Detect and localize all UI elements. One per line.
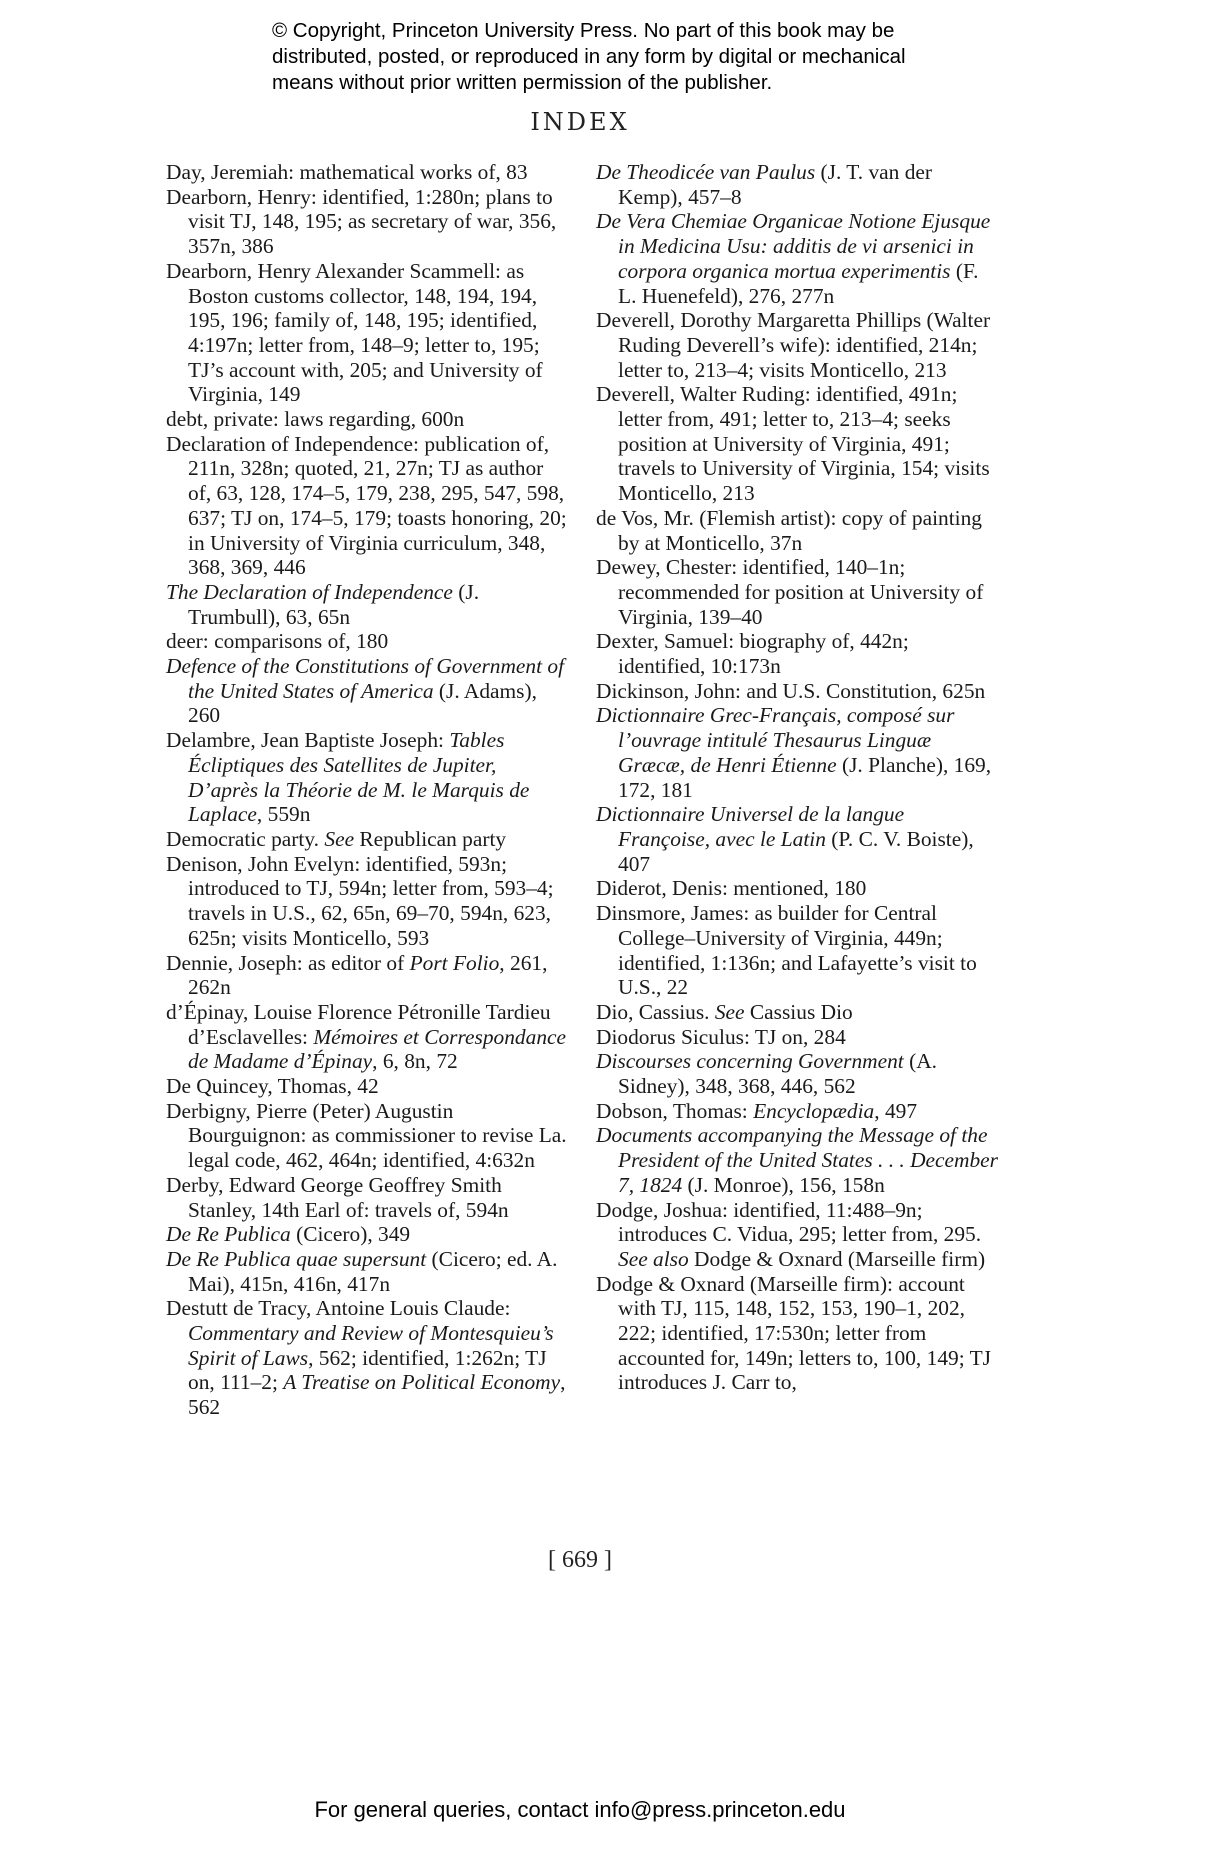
index-entry <box>596 1272 1001 1396</box>
index-column-left <box>166 160 571 1420</box>
index-entry <box>166 827 571 852</box>
index-entry-text: Day, Jeremiah: mathematical works of, 83 <box>166 160 528 184</box>
index-entry-text: De Quincey, Thomas, 42 <box>166 1074 379 1099</box>
index-entry-text: (J. Adams), 260 <box>188 678 537 728</box>
footer-contact: For general queries, contact info@press.princeton.edu <box>314 1797 846 1822</box>
index-entry <box>596 679 1001 704</box>
index-entry <box>596 629 1001 678</box>
index-entry <box>596 555 1001 629</box>
index-entry-text: Declaration of Independence: publication of, 211n, 328n; quoted, 21, 27n; TJ as author of, 63, 128, 174–5, 179, 238, 295, 547, 598, 637; TJ on, 174–5, 179; toasts honoring, 20; in University of Virginia curriculum, 348, 368, 369, 446 <box>166 431 567 580</box>
index-entry-text: Dobson, Thomas: <box>596 1098 754 1123</box>
index-entry-text: (P. C. V. Boiste), 407 <box>618 826 974 876</box>
index-entry <box>166 1099 571 1173</box>
index-entry <box>166 728 571 827</box>
index-entry-text: , 562 <box>188 1370 566 1420</box>
index-entry <box>596 308 1001 382</box>
index-entry <box>166 1222 571 1247</box>
index-entry-text: , 562; identified, 1:262n; TJ on, 111–2; <box>188 1345 547 1395</box>
index-entry-text: Dodge & Oxnard (Marseille firm) <box>688 1246 986 1271</box>
index-entry-title: Discourses concerning Government <box>596 1049 904 1074</box>
index-entry-title: Port Folio <box>409 950 500 975</box>
index-entry-title: Tables Écliptiques des Satellites de Jupiter, D’après la Théorie de M. le Marquis de Laplace <box>188 728 530 827</box>
index-entry-text: de Vos, Mr. (Flemish artist): copy of painting by at Monticello, 37n <box>596 505 983 555</box>
index-entry <box>596 506 1001 555</box>
index-entry-text: Deverell, Dorothy Margaretta Phillips (Walter Ruding Deverell’s wife): identified, 214n; letter to, 213–4; visits Monticello, 213 <box>596 308 991 382</box>
index-entry <box>166 407 571 432</box>
index-entry <box>166 160 571 185</box>
index-entry-text: Derbigny, Pierre (Peter) Augustin Bourguignon: as commissioner to revise La. legal code, 462, 464n; identified, 4:632n <box>166 1098 567 1173</box>
index-entry <box>166 1247 571 1296</box>
index-entry-title: De Theodicée van Paulus <box>596 160 816 184</box>
index-entry-text: Dickinson, John: and U.S. Constitution, 625n <box>596 678 986 703</box>
index-entry <box>166 852 571 951</box>
index-entry-title: Dictionnaire Grec-Français, composé sur l’ouvrage intitulé Thesaurus Linguæ Græcæ, de Henri Étienne <box>596 703 955 777</box>
index-entry-text: Dio, Cassius. <box>596 999 715 1024</box>
index-entry-text: Dodge & Oxnard (Marseille firm): account with TJ, 115, 148, 152, 153, 190–1, 202, 222; identified, 17:530n; letter from accounted for, 149n; letters to, 100, 149; TJ introduces J. Carr to, <box>596 1271 992 1395</box>
index-entry-text: Delambre, Jean Baptiste Joseph: <box>166 728 450 753</box>
index-entry-text: (A. Sidney), 348, 368, 446, 562 <box>618 1049 938 1099</box>
copyright-line-2: distributed, posted, or reproduced in any form by digital or mechanical <box>272 45 906 68</box>
index-entry-text: Cassius Dio <box>744 999 853 1024</box>
index-entry-title: Mémoires et Correspondance de Madame d’Épinay <box>188 1024 567 1074</box>
index-entry-text: d’Épinay, Louise Florence Pétronille Tardieu d’Esclavelles: <box>166 999 551 1049</box>
index-entry-text: (F. L. Huenefeld), 276, 277n <box>618 258 979 308</box>
index-entry-title: See <box>714 999 745 1024</box>
index-entry-title: Dictionnaire Universel de la langue Françoise, avec le Latin <box>596 802 905 851</box>
index-entry-text: Democratic party. <box>166 826 325 851</box>
index-entry-title: A Treatise on Political Economy <box>283 1370 561 1395</box>
index-entry-title: See also <box>618 1246 689 1271</box>
index-entry-text: Denison, John Evelyn: identified, 593n; introduced to TJ, 594n; letter from, 593–4; travels in U.S., 62, 65n, 69–70, 594n, 623, 625n; visits Monticello, 593 <box>166 851 554 950</box>
index-entry-text: Derby, Edward George Geoffrey Smith Stanley, 14th Earl of: travels of, 594n <box>166 1172 509 1222</box>
index-entry-text: debt, private: laws regarding, 600n <box>166 407 465 432</box>
copyright-line-3: means without prior written permission of the publisher. <box>272 71 773 94</box>
copyright-line-1: © Copyright, Princeton University Press. No part of this book may be <box>272 19 895 42</box>
index-entry-text: Dennie, Joseph: as editor of <box>166 950 410 975</box>
index-entry-text: (J. T. van der Kemp), 457–8 <box>618 160 933 209</box>
index-entry-title: Documents accompanying the Message of the President of the United States . . . December 7, 1824 <box>596 1123 998 1197</box>
index-entry-title: Defence of the Constitutions of Government of the United States of America <box>166 654 565 703</box>
index-entry-title: De Vera Chemiae Organicae Notione Ejusque in Medicina Usu: additis de vi arsenici in corpora organica mortua experimentis <box>596 209 991 283</box>
index-entry-text: , 559n <box>256 802 311 827</box>
index-entry <box>166 654 571 728</box>
index-entry-title: The Declaration of Independence <box>166 579 453 604</box>
index-entry-text: Diodorus Siculus: TJ on, 284 <box>596 1024 846 1049</box>
index-entry-title: De Re Publica quae supersunt <box>166 1246 427 1271</box>
index-entry-text: Dewey, Chester: identified, 140–1n; recommended for position at University of Virginia, 139–40 <box>596 555 984 629</box>
index-entry-title: Commentary and Review of Montesquieu’s Spirit of Laws <box>188 1321 554 1370</box>
index-entry-text: Deverell, Walter Ruding: identified, 491n; letter from, 491; letter to, 213–4; seeks position at University of Virginia, 491; travels to University of Virginia, 154; visits Monticello, 213 <box>596 382 990 506</box>
index-entry-text: (Cicero), 349 <box>290 1222 411 1247</box>
index-entry <box>166 185 571 259</box>
index-entry-text: Diderot, Denis: mentioned, 180 <box>596 876 867 901</box>
index-entry <box>166 1173 571 1222</box>
index-entry-text: (J. Trumbull), 63, 65n <box>188 579 480 629</box>
index-entry-text: (J. Monroe), 156, 158n <box>682 1172 885 1197</box>
index-entry <box>596 382 1001 506</box>
index-entry <box>596 1025 1001 1050</box>
index-entry-text: (J. Planche), 169, 172, 181 <box>618 752 992 802</box>
index-entry <box>596 901 1001 1000</box>
index-entry-title: De Re Publica <box>166 1222 291 1247</box>
index-entry <box>596 1198 1001 1272</box>
index-entry <box>596 703 1001 802</box>
index-entry-text: Dodge, Joshua: identified, 11:488–9n; introduces C. Vidua, 295; letter from, 295. <box>596 1197 982 1247</box>
index-entry <box>166 259 571 407</box>
index-entry-text: Dearborn, Henry: identified, 1:280n; plans to visit TJ, 148, 195; as secretary of war, 356, 357n, 386 <box>166 184 557 259</box>
running-head: INDEX <box>530 108 630 136</box>
index-entry-text: Dearborn, Henry Alexander Scammell: as Boston customs collector, 148, 194, 194, 195, 196; family of, 148, 195; identified, 4:197n; letter from, 148–9; letter to, 195; TJ’s account with, 205; and University of Virginia, 149 <box>166 258 543 407</box>
index-entry-text: (Cicero; ed. A. Mai), 415n, 416n, 417n <box>188 1246 558 1296</box>
index-entry-text: , 497 <box>874 1098 918 1123</box>
index-entry <box>166 951 571 1000</box>
index-entry <box>166 1000 571 1074</box>
index-entry <box>166 1074 571 1099</box>
index-column-right <box>596 160 1001 1395</box>
page-number: [ 669 ] <box>548 1547 612 1573</box>
index-entry-text: , 6, 8n, 72 <box>372 1049 458 1074</box>
index-entry-text: deer: comparisons of, 180 <box>166 629 389 654</box>
index-entry <box>596 1099 1001 1124</box>
index-entry <box>596 160 1001 209</box>
index-entry <box>166 1296 571 1420</box>
index-entry <box>596 802 1001 876</box>
index-entry <box>166 432 571 580</box>
index-entry-title: Encyclopædia <box>753 1098 875 1123</box>
index-entry-text: Dexter, Samuel: biography of, 442n; identified, 10:173n <box>596 629 909 679</box>
index-entry <box>166 629 571 654</box>
index-entry <box>596 209 1001 308</box>
index-entry <box>596 876 1001 901</box>
copyright-notice <box>272 18 1032 96</box>
index-entry-text: Dinsmore, James: as builder for Central College–University of Virginia, 449n; identified, 1:136n; and Lafayette’s visit to U.S., 22 <box>596 901 977 1000</box>
index-entry <box>596 1049 1001 1098</box>
index-entry-title: See <box>324 826 355 851</box>
index-entry <box>166 580 571 629</box>
index-entry-text: , 261, 262n <box>188 950 548 1000</box>
index-entry-text: Republican party <box>354 826 507 851</box>
index-entry-text: Destutt de Tracy, Antoine Louis Claude: <box>166 1296 511 1321</box>
index-entry <box>596 1123 1001 1197</box>
index-entry <box>596 1000 1001 1025</box>
